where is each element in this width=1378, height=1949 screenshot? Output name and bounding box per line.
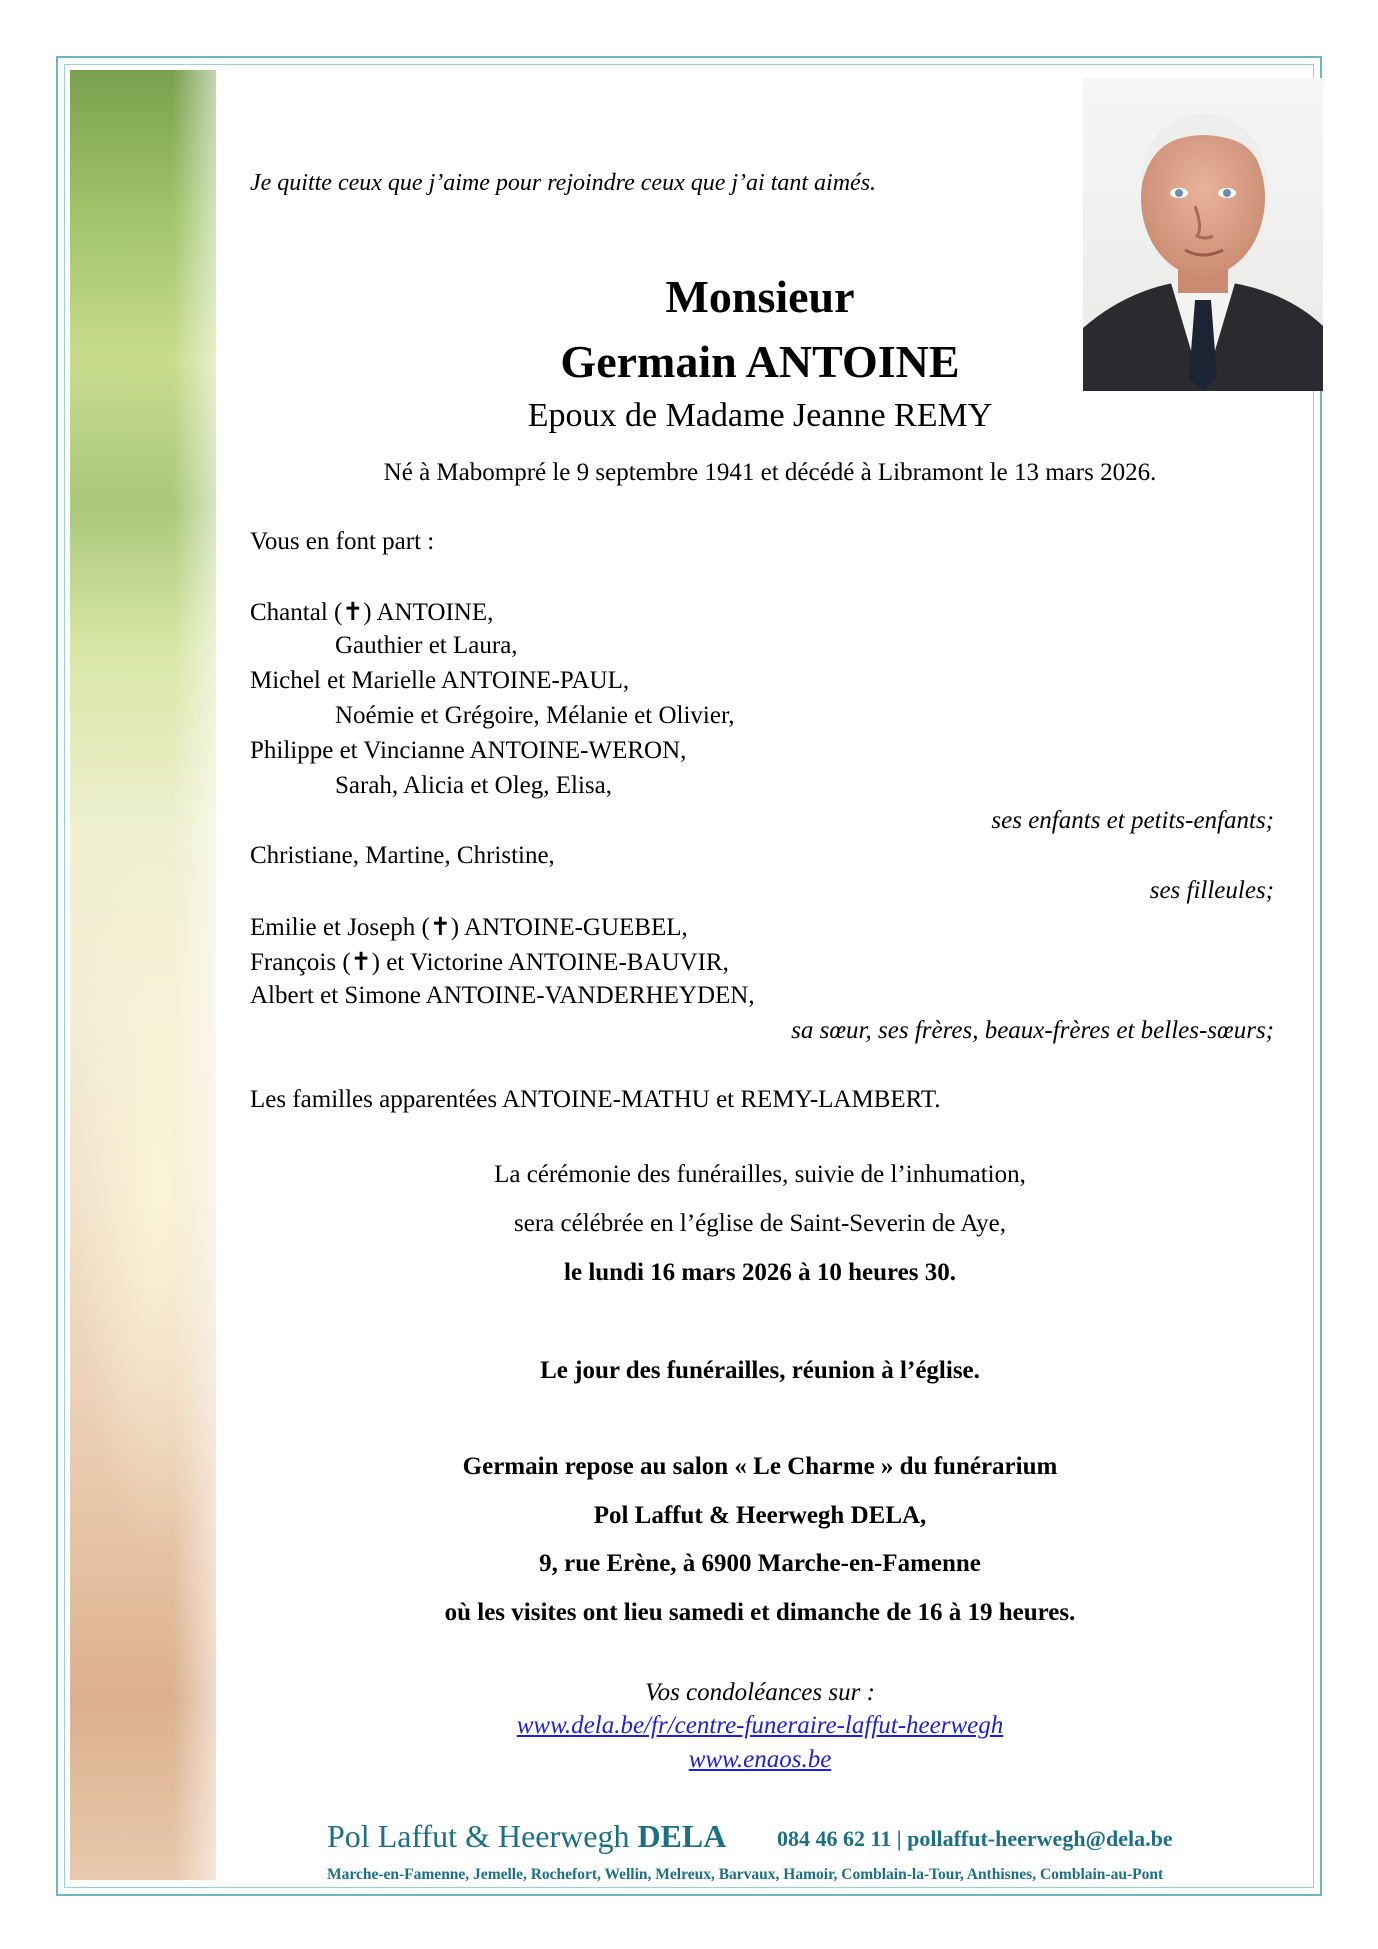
forest-path-image [70,70,216,1880]
family-line: Philippe et Vincianne ANTOINE-WERON, [250,737,687,764]
funeral-home-locations: Marche-en-Famenne, Jemelle, Rochefort, Wellin, Melreux, Barvaux, Hamoir, Comblain-la-Tour, Anthisnes, Comblain-au-Pont [327,1866,1164,1883]
funeral-home-brand: DELA [637,1818,727,1854]
family-line: Sarah, Alicia et Oleg, Elisa, [335,772,613,799]
visitation-line-3: 9, rue Erène, à 6900 Marche-en-Famenne [539,1550,981,1577]
ceremony-date: le lundi 16 mars 2026 à 10 heures 30. [564,1259,956,1286]
visitation-line-1: Germain repose au salon « Le Charme » du funérarium [462,1453,1058,1480]
condolences-link-dela[interactable]: www.dela.be/fr/centre-funeraire-laffut-heerwegh [516,1712,1004,1739]
honorific-title: Monsieur [665,271,855,322]
ceremony-meeting: Le jour des funérailles, réunion à l’église. [540,1357,980,1384]
siblings-caption: sa sœur, ses frères, beaux-frères et belles-sœurs; [791,1017,1274,1044]
sibling-line: Albert et Simone ANTOINE-VANDERHEYDEN, [250,982,755,1009]
children-caption: ses enfants et petits-enfants; [991,807,1274,834]
visitation-line-2: Pol Laffut & Heerwegh DELA, [593,1502,927,1529]
condolences-link-enaos[interactable]: www.enaos.be [688,1746,832,1773]
funeral-home-contact: 084 46 62 11 | pollaffut-heerwegh@dela.be [777,1826,1173,1851]
related-families: Les familles apparentées ANTOINE-MATHU et REMY-LAMBERT. [250,1086,941,1113]
opening-quote: Je quitte ceux que j’aime pour rejoindre ceux que j’ai tant aimés. [250,170,877,196]
family-line: Gauthier et Laura, [335,632,518,659]
goddaughters-caption: ses filleules; [1149,877,1274,904]
ceremony-line-2: sera célébrée en l’église de Saint-Severin de Aye, [514,1210,1006,1237]
visitation-line-4: où les visites ont lieu samedi et dimanche de 16 à 19 heures. [444,1599,1076,1626]
family-line: Michel et Marielle ANTOINE-PAUL, [250,667,630,694]
sibling-line: Emilie et Joseph (✝) ANTOINE-GUEBEL, [250,914,688,941]
announcement-intro: Vous en font part : [250,528,435,555]
family-line: Chantal (✝) ANTOINE, [250,599,494,626]
sibling-line: François (✝) et Victorine ANTOINE-BAUVIR, [250,949,729,976]
funeral-home-logo [327,1818,726,1855]
birth-death-line: Né à Mabompré le 9 septembre 1941 et décédé à Libramont le 13 mars 2026. [383,459,1157,486]
ceremony-line-1: La cérémonie des funérailles, suivie de l’inhumation, [494,1161,1026,1188]
funeral-home-name: Pol Laffut & Heerwegh [327,1818,630,1854]
family-line: Noémie et Grégoire, Mélanie et Olivier, [335,702,735,729]
condolences-label: Vos condoléances sur : [645,1679,875,1706]
deceased-name: Germain ANTOINE [560,336,960,387]
goddaughters-line: Christiane, Martine, Christine, [250,842,555,869]
spouse-line: Epoux de Madame Jeanne REMY [527,397,993,434]
